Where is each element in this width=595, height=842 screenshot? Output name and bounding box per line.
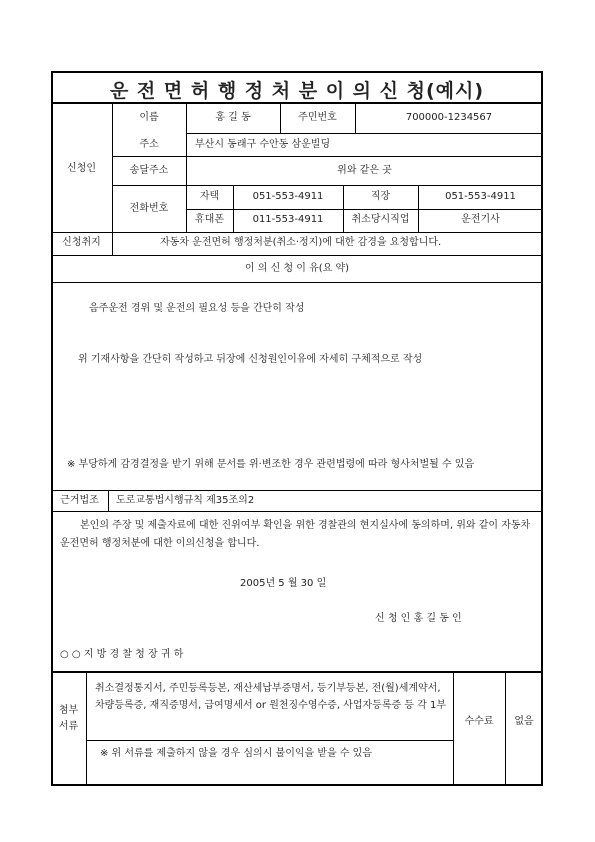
basis-value: 도로교통법시행규칙 제35조의2 [116, 495, 255, 506]
address-value: 부산시 동래구 수안동 삼운빌딩 [195, 139, 331, 150]
job-label: 취소당시직업 [351, 214, 410, 225]
purpose-value: 자동차 운전면허 행정처분(취소·정지)에 대한 감경을 요청합니다. [160, 237, 442, 248]
rrn-value: 700000-1234567 [405, 112, 493, 123]
row-divider [86, 740, 453, 741]
row-divider [51, 511, 543, 512]
row-divider [51, 490, 543, 491]
col-divider [112, 232, 113, 255]
applicant-label: 신청인 [67, 163, 96, 174]
warning-note: ※ 부당하게 감경결정을 받기 위해 문서를 위·변조한 경우 관련법령에 따라 형사처벌될 수 있음 [67, 459, 475, 470]
home-phone-label: 자택 [199, 191, 220, 202]
row-divider [112, 185, 543, 186]
form-title: 운 전 면 허 행 정 처 분 이 의 신 청(예시) [109, 80, 485, 102]
reason-header: 이 의 신 청 이 유(요 약) [244, 263, 350, 274]
mobile-label: 휴대폰 [195, 214, 224, 225]
reason-line-1: 음주운전 경위 및 운전의 필요성 등을 간단히 작성 [89, 303, 305, 314]
work-phone-label: 직장 [370, 191, 391, 202]
fee-value: 없음 [514, 716, 534, 727]
rrn-label: 주민번호 [298, 112, 337, 123]
address-label: 주소 [139, 139, 159, 150]
row-divider [51, 282, 543, 283]
attachments-note: ※ 위 서류를 제출하지 않을 경우 심의시 불이익을 받을 수 있음 [100, 748, 373, 759]
attachments-list: 취소결정통지서, 주민등록등본, 재산세납부증명서, 등기부등본, 전(월)세계약서, 차량등록증, 재직증명서, 급여명세서 or 원천징수영수증, 사업자등록증 등 각 1부 [95, 683, 447, 711]
col-divider [505, 671, 506, 786]
applicant-signature: 신 청 인 홍 길 동 인 [375, 613, 462, 624]
job-value: 운전기사 [461, 214, 500, 225]
row-divider [112, 156, 543, 157]
addressee: ○ ○ 지 방 경 찰 청 장 귀 하 [60, 649, 184, 660]
basis-label: 근거법조 [60, 495, 99, 506]
col-divider [108, 490, 109, 511]
row-divider [51, 671, 543, 673]
fee-label: 수수료 [464, 716, 494, 727]
name-value: 홍 길 동 [215, 112, 251, 123]
reason-line-2: 위 기재사항을 간단히 작성하고 뒤장에 신청원인이유에 자세히 구체적으로 작성 [78, 354, 423, 365]
mail-address-label: 송달주소 [129, 165, 169, 176]
consent-text: 본인의 주장 및 제출자료에 대한 진위여부 확인을 위한 경찰관의 현지실사에 동의하며, 위와 같이 자동차 운전면허 행정처분에 대한 이의신청을 합니다. [60, 520, 531, 549]
phone-label: 전화번호 [129, 203, 169, 214]
purpose-label: 신청취지 [62, 237, 101, 248]
row-divider [51, 255, 543, 256]
attachments-label: 첨부서류 [58, 705, 79, 732]
mail-address-value: 위와 같은 곳 [337, 165, 392, 176]
application-date: 2005년 5 월 30 일 [240, 578, 327, 589]
form-frame [51, 71, 543, 786]
col-divider [86, 671, 87, 786]
name-label: 이름 [139, 112, 159, 123]
home-phone-value: 051-553-4911 [252, 191, 324, 202]
title-divider [51, 102, 543, 104]
mobile-value: 011-553-4911 [252, 214, 324, 225]
row-divider [186, 209, 543, 210]
row-divider [186, 133, 543, 134]
work-phone-value: 051-553-4911 [445, 191, 516, 202]
row-divider [51, 232, 543, 233]
col-divider [453, 671, 454, 786]
